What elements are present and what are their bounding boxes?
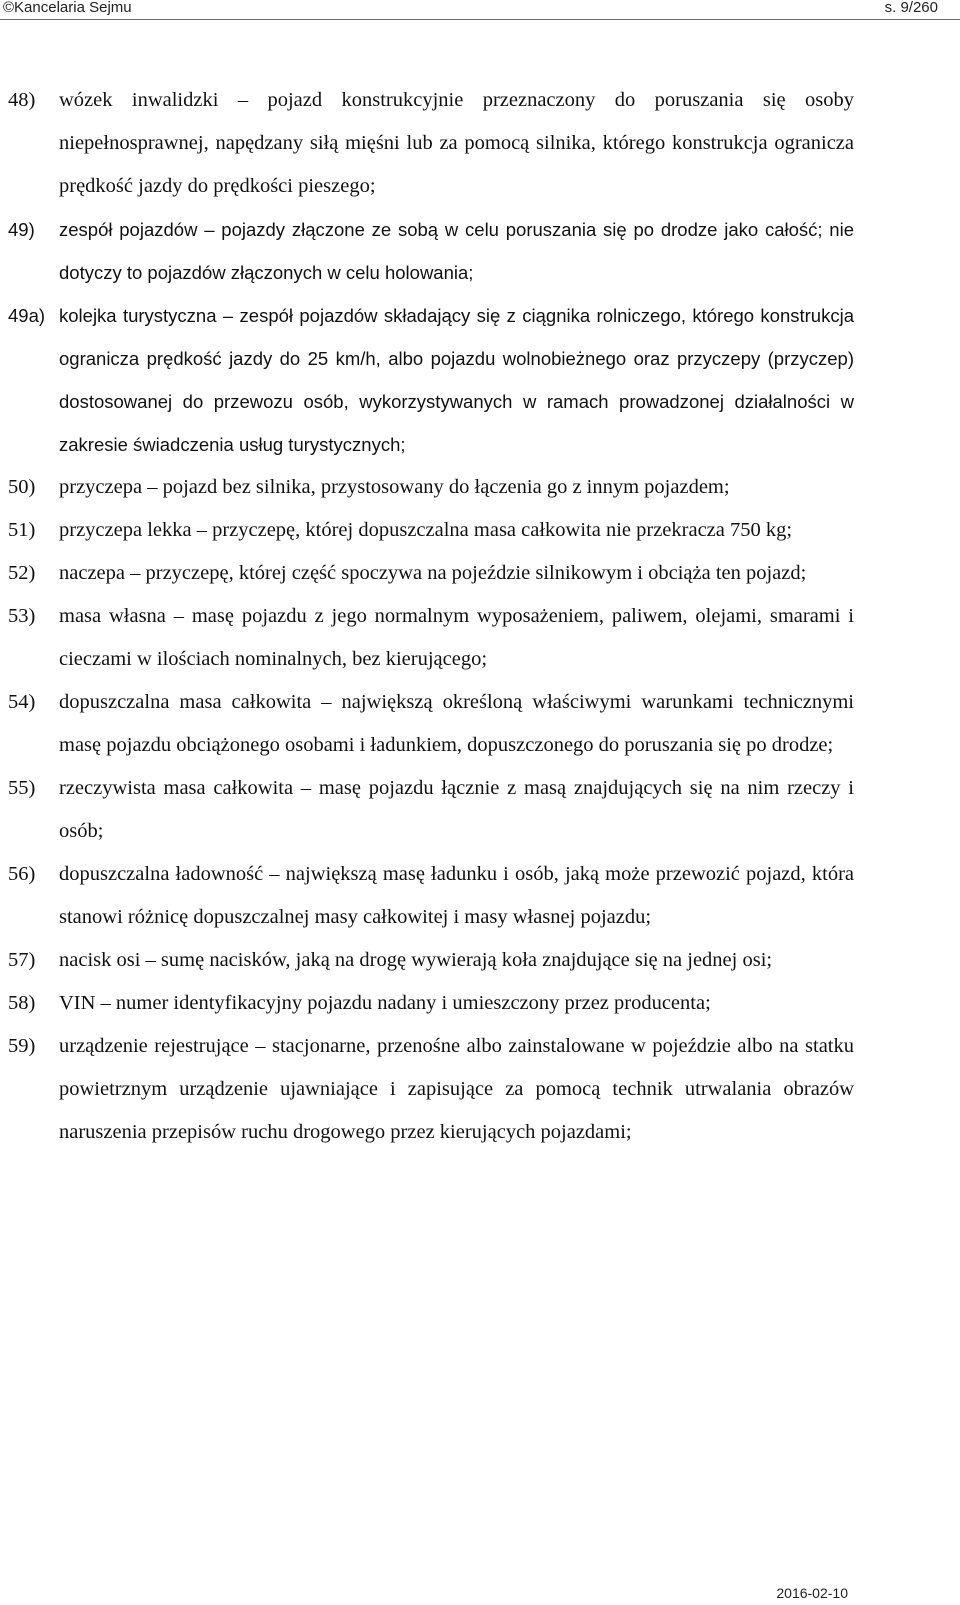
definition-item-56 xyxy=(8,853,854,939)
item-number: 54) xyxy=(8,691,36,713)
item-number: 59) xyxy=(8,1035,36,1057)
item-number: 48) xyxy=(8,89,36,111)
item-number: 50) xyxy=(8,476,36,498)
item-number: 57) xyxy=(8,949,36,971)
definition-item-49 xyxy=(8,208,854,294)
item-text: przyczepa lekka – przyczepę, której dopuszczalna masa całkowita nie przekracza 750 kg; xyxy=(59,519,793,541)
definition-item-54 xyxy=(8,681,854,767)
item-text: wózek inwalidzki – pojazd konstrukcyjnie przeznaczony do poruszania się osoby niepełnosprawnej, napędzany siłą mięśni lub za pomocą silnika, którego konstrukcja ogranicza prędkość jazdy do prędkości pieszego; xyxy=(59,89,854,197)
item-text: urządzenie rejestrujące – stacjonarne, przenośne albo zainstalowane w pojeździe albo na statku powietrznym urządzenie ujawniające i zapisujące za pomocą technik utrwalania obrazów naruszenia przepisów ruchu drogowego przez kierujących pojazdami; xyxy=(59,1035,854,1143)
item-text: naczepa – przyczepę, której część spoczywa na pojeździe silnikowym i obciąża ten pojazd; xyxy=(59,562,807,584)
item-number: 49a) xyxy=(8,305,46,326)
definition-item-51 xyxy=(8,509,854,552)
item-number: 52) xyxy=(8,562,36,584)
footer-date: 2016-02-10 xyxy=(776,1585,848,1601)
item-number: 51) xyxy=(8,519,36,541)
item-text: zespół pojazdów – pojazdy złączone ze sobą w celu poruszania się po drodze jako całość; nie dotyczy to pojazdów złączonych w celu holowania; xyxy=(59,219,854,283)
item-number: 53) xyxy=(8,605,36,627)
definition-item-59 xyxy=(8,1025,854,1154)
item-text: dopuszczalna masa całkowita – największą określoną właściwymi warunkami technicznymi masę pojazdu obciążonego osobami i ładunkiem, dopuszczonego do poruszania się po drodze; xyxy=(59,691,854,756)
definition-item-58 xyxy=(8,982,854,1025)
item-number: 56) xyxy=(8,863,36,885)
definition-item-53 xyxy=(8,595,854,681)
item-text: kolejka turystyczna – zespół pojazdów składający się z ciągnika rolniczego, którego konstrukcja ogranicza prędkość jazdy do 25 km/h, albo pojazdu wolnobieżnego oraz przyczepy (przyczep) dostosowanej do przewozu osób, wykorzystywanych w ramach prowadzonej działalności w zakresie świadczenia usług turystycznych; xyxy=(59,305,854,455)
item-text: masa własna – masę pojazdu z jego normalnym wyposażeniem, paliwem, olejami, smarami i cieczami w ilościach nominalnych, bez kierującego; xyxy=(59,605,854,670)
item-number: 58) xyxy=(8,992,36,1014)
document-body xyxy=(8,79,854,1154)
definition-item-55 xyxy=(8,767,854,853)
definition-item-49a xyxy=(8,294,854,466)
header-page-number: s. 9/260 xyxy=(884,0,938,16)
definition-item-57 xyxy=(8,939,854,982)
item-text: VIN – numer identyfikacyjny pojazdu nadany i umieszczony przez producenta; xyxy=(59,992,711,1014)
definition-item-50 xyxy=(8,466,854,509)
item-number: 55) xyxy=(8,777,36,799)
item-text: nacisk osi – sumę nacisków, jaką na drogę wywierają koła znajdujące się na jednej osi; xyxy=(59,949,773,971)
item-number: 49) xyxy=(8,219,35,240)
header-divider xyxy=(0,19,960,20)
item-text: rzeczywista masa całkowita – masę pojazdu łącznie z masą znajdujących się na nim rzeczy i osób; xyxy=(59,777,854,842)
item-text: przyczepa – pojazd bez silnika, przystosowany do łączenia go z innym pojazdem; xyxy=(59,476,730,498)
item-text: dopuszczalna ładowność – największą masę ładunku i osób, jaką może przewozić pojazd, która stanowi różnicę dopuszczalnej masy całkowitej i masy własnej pojazdu; xyxy=(59,863,854,928)
definition-item-52 xyxy=(8,552,854,595)
header-source: ©Kancelaria Sejmu xyxy=(3,0,132,16)
definition-item-48 xyxy=(8,79,854,208)
